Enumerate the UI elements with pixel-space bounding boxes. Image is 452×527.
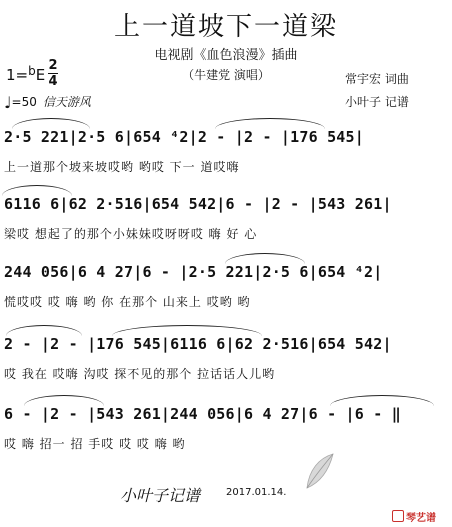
time-signature-bottom: 4 [48, 74, 58, 89]
lyrics-line: 上一道那个坡来坡哎哟 哟哎 下一 道哎嗨 [4, 160, 240, 174]
key-prefix: 1= [6, 66, 29, 84]
notation-line: 244 056|6 4 27|6 - |2·5 221|2·5 6|654 ⁴2| [4, 263, 383, 281]
quarter-note-icon: ♩ [4, 93, 12, 112]
lyrics-line: 慌哎哎 哎 嗨 哟 你 在那个 山来上 哎哟 哟 [4, 295, 251, 309]
site-logo [392, 509, 436, 524]
time-signature-top: 2 [48, 58, 58, 73]
tempo-marking [4, 91, 91, 110]
notation-line: 6 - |2 - |543 261|244 056|6 4 27|6 - |6 - ‖ [4, 405, 401, 423]
notation-line: 6116 6|62 2·516|654 542|6 - |2 - |543 261| [4, 195, 392, 213]
transcriber-credit: 小叶子 记谱 [345, 95, 409, 109]
notation-line: 2 - |2 - |176 545|6116 6|62 2·516|654 542| [4, 335, 392, 353]
score-title: 上一道坡下一道梁 [113, 12, 338, 42]
transcription-date: 2017.01.14. [226, 487, 287, 498]
leaf-icon [303, 452, 335, 492]
singer-credit: （牛建党 演唱） [182, 68, 270, 82]
tempo-bpm: =50 [11, 95, 37, 109]
lyrics-line: 梁哎 想起了的那个小妹妹哎呀呀哎 嗨 好 心 [4, 227, 258, 241]
transcriber-signature: 小叶子记谱 [120, 486, 201, 505]
key-note: E [35, 66, 46, 84]
score-subtitle: 电视剧《血色浪漫》插曲 [154, 48, 298, 63]
lyrics-line: 哎 嗨 招一 招 手哎 哎 哎 嗨 哟 [4, 437, 186, 451]
time-signature [48, 59, 58, 88]
key-signature [6, 66, 45, 84]
lyrics-line: 哎 我在 哎嗨 沟哎 探不见的那个 拉话话人儿哟 [4, 367, 276, 381]
logo-text: 琴艺谱 [406, 513, 436, 524]
notation-line: 2·5 221|2·5 6|654 ⁴2|2 - |2 - |176 545| [4, 128, 364, 146]
logo-icon [392, 510, 404, 522]
lyrics-composer-credit: 常宇宏 词曲 [345, 72, 409, 86]
tempo-style: 信天游风 [42, 95, 91, 109]
flat-sign: b [28, 64, 36, 78]
